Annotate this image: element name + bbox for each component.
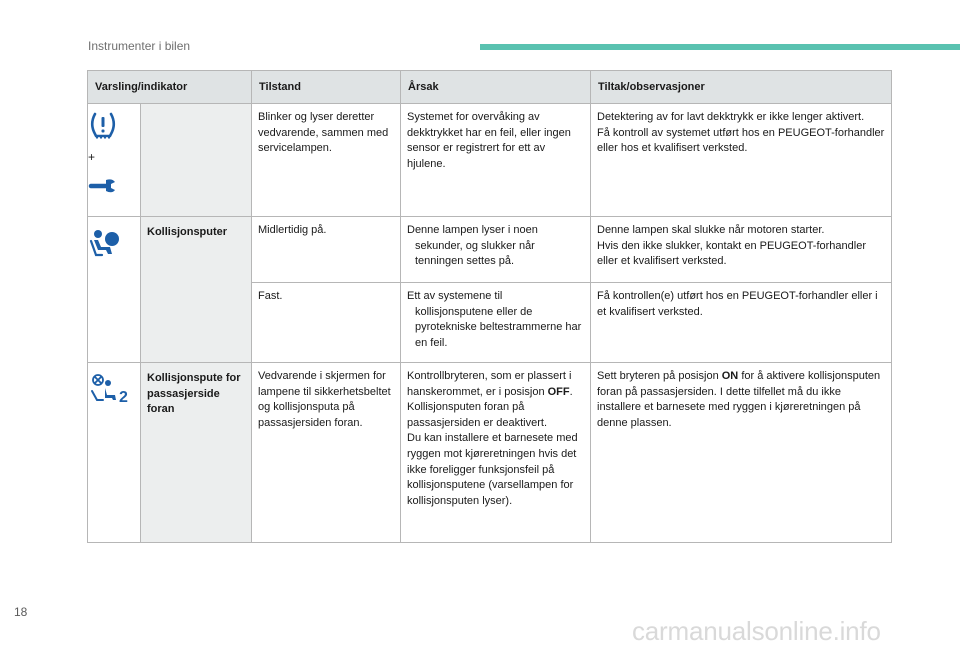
cause-text: Kontrollbryteren, som er plassert i hanskerommet, er i posisjon [407,370,572,398]
wrench-icon [88,174,118,196]
state-cell: Blinker og lyser deretter vedvarende, sammen med servicelampen. [252,104,401,217]
action-text: Sett bryteren på posisjon [597,370,719,382]
off-label: OFF [547,385,570,398]
action-text: Detektering av for lavt dekktrykk er ikke lenger aktivert. [597,111,865,123]
cause-text: Denne lampen lyser i noen [407,224,538,236]
cause-cell [401,363,591,543]
action-cell [591,217,892,283]
table-row [88,104,892,217]
col-header-action: Tiltak/observasjoner [591,71,892,104]
action-text: Hvis den ikke slukker, kontakt en PEUGEOT-forhandler eller et kvalifisert verksted. [597,239,867,268]
indicator-icon-cell [88,104,141,217]
state-cell: Fast. [252,283,401,363]
watermark: carmanualsonline.info [632,616,881,646]
section-title: Instrumenter i bilen [88,39,191,53]
indicator-icon-cell [88,217,141,363]
action-text: Få kontroll av systemet utført hos en PEUGEOT-forhandler eller hos et kvalifisert verksted. [597,126,885,155]
table-row [88,363,892,543]
action-cell [591,363,892,543]
action-text: for å aktivere kollisjonsputen foran på passasjersiden. I dette tilfellet må du ikke installere et barnesete med ryggen i kjøreretningen på denne plassen. [597,370,881,429]
cause-text: . [569,385,573,398]
action-cell: Få kontrollen(e) utført hos en PEUGEOT-forhandler eller i et kvalifisert verksted. [591,283,892,363]
indicator-name-cell: Kollisjonsputer [141,217,252,363]
tyre-pressure-warning-icon [88,110,118,140]
svg-text:2: 2 [119,389,128,405]
cause-text: Du kan installere et barnesete med ryggen mot kjøreretningen hvis det ikke foreligger funksjonsfeil på kollisjonsputene (varsellampen for kollisjonsputen lyser). [407,432,578,507]
state-cell: Midlertidig på. [252,217,401,283]
passenger-airbag-off-icon [88,373,128,405]
warning-lamps-table [87,70,892,543]
indicator-icon-cell [88,363,141,543]
col-header-indicator: Varsling/indikator [88,71,252,104]
plus-sign: + [88,149,96,164]
cause-text: Ett av systemene til [407,290,503,302]
section-accent-bar [480,44,960,50]
action-cell [591,104,892,217]
cause-text: sekunder, og slukker når tenningen settes på. [415,239,535,268]
state-cell: Vedvarende i skjermen for lampene til sikkerhetsbeltet og kollisjonsputa på passasjersiden foran. [252,363,401,543]
page-number: 18 [14,605,28,619]
col-header-cause: Årsak [401,71,591,104]
on-label: ON [721,370,739,382]
airbag-warning-icon [88,227,122,261]
cause-cell: Systemet for overvåking av dekktrykket har en feil, eller ingen sensor er registrert for ett av hjulene. [401,104,591,217]
cause-text: Kollisjonsputen foran på passasjersiden er deaktivert. [407,401,548,429]
table-row [88,217,892,283]
cause-text: kollisjonsputene eller de pyrotekniske beltestrammerne har en feil. [415,305,582,349]
cause-cell [401,283,591,363]
indicator-name-cell: Kollisjonspute for passasjerside foran [141,363,252,543]
action-text: Denne lampen skal slukke når motoren starter. [597,224,825,236]
table-header-row [88,71,892,104]
col-header-state: Tilstand [252,71,401,104]
cause-cell [401,217,591,283]
indicator-name-cell [141,104,252,217]
